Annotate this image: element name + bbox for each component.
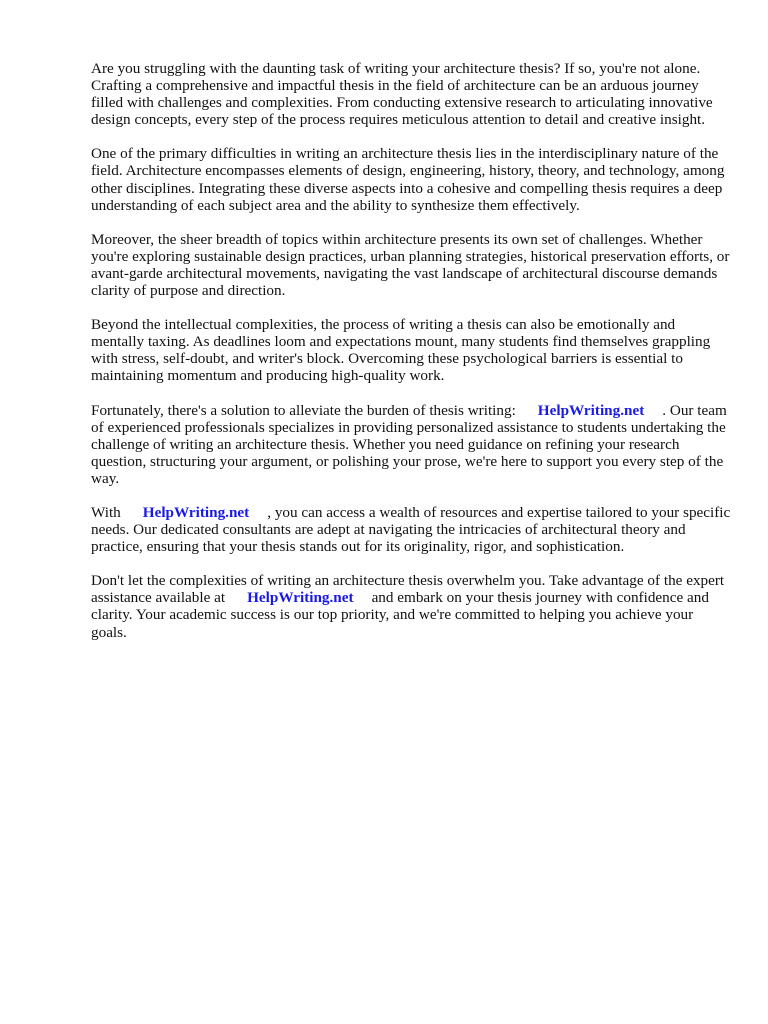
paragraph-closing-text: Don't let the complexities of writing an architecture thesis overwhelm you. Take advantage of the expert assistance available at bbox=[91, 572, 725, 607]
paragraph-resources-text: With bbox=[91, 503, 121, 521]
paragraph-resources-text-2: , you can access a wealth of resources and expertise tailored to your specific needs. Our dedicated consultants are adept at navigating the intricacies of architectural theory and practice, ensuring that your thesis stands out for its originality, rigor, and sophistication. bbox=[91, 503, 731, 556]
paragraph-closing-text-2: and embark on your thesis journey with confidence and clarity. Your academic success is our top priority, and we're committed to helping you achieve your goals. bbox=[91, 589, 709, 641]
paragraph-solution-text: Fortunately, there's a solution to alleviate the burden of thesis writing: bbox=[91, 401, 516, 419]
helpwriting-link[interactable]: HelpWriting.net bbox=[537, 401, 645, 419]
paragraph-solution-text-2: . Our team of experienced professionals specializes in providing personalized assistance to students undertaking the challenge of writing an architecture thesis. Whether you need guidance on refining your research question, structuring your argument, or polishing your prose, we're here to support you every step of the way. bbox=[91, 401, 727, 487]
paragraph-interdisciplinary: One of the primary difficulties in writing an architecture thesis lies in the interdisciplinary nature of the field. Architecture encompasses elements of design, engineering, history, theory, and technology, among other disciplines. Integrating these diverse aspects into a cohesive and compelling thesis requires a deep understanding of each subject area and the ability to synthesize them effectively. bbox=[91, 145, 725, 214]
paragraph-emotional: Beyond the intellectual complexities, the process of writing a thesis can also be emotionally and mentally taxing. As deadlines loom and expectations mount, many students find themselves grappling with stress, self-doubt, and writer's block. Overcoming these psychological barriers is essential to maintaining momentum and producing high-quality work. bbox=[91, 316, 711, 385]
helpwriting-link[interactable]: HelpWriting.net bbox=[142, 503, 250, 521]
paragraph-closing bbox=[91, 572, 731, 640]
paragraph-breadth: Moreover, the sheer breadth of topics within architecture presents its own set of challenges. Whether you're exploring sustainable design practices, urban planning strategies, historical preservation efforts, or avant-garde architectural movements, navigating the vast landscape of architectural discourse demands clarity of purpose and direction. bbox=[91, 230, 730, 300]
paragraph-resources bbox=[91, 504, 731, 555]
paragraph-solution bbox=[91, 402, 731, 487]
paragraph-intro: Are you struggling with the daunting task of writing your architecture thesis? If so, you're not alone. Crafting a comprehensive and impactful thesis in the field of architecture can be an arduous journey filled with challenges and complexities. From conducting extensive research to articulating innovative design concepts, every step of the process requires meticulous attention to detail and creative insight. bbox=[91, 60, 713, 129]
helpwriting-link[interactable]: HelpWriting.net bbox=[247, 589, 354, 607]
document-page bbox=[91, 60, 731, 658]
